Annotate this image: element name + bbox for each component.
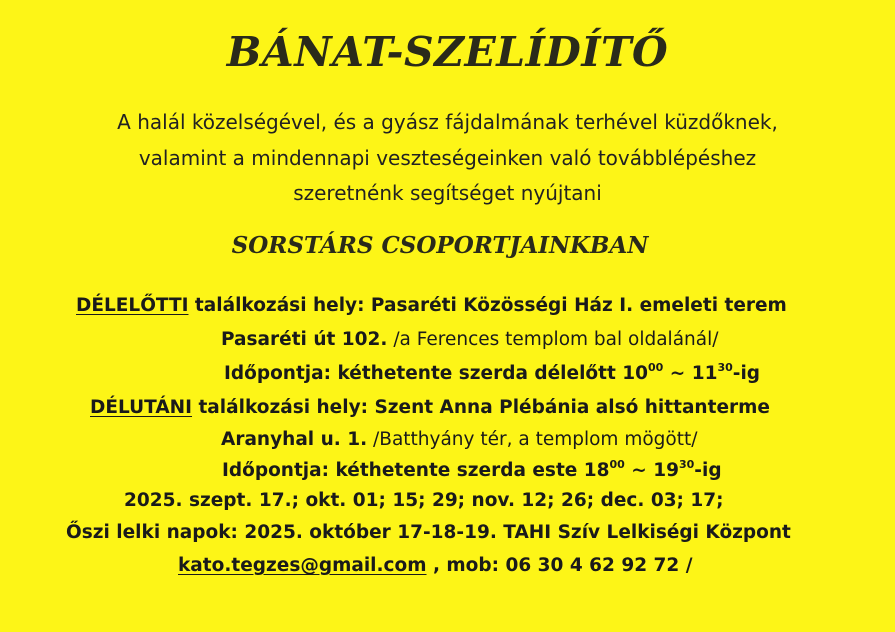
retreat-info: Őszi lelki napok: 2025. október 17-18-19. TAHI Szív Lelkiségi Központ (66, 522, 791, 543)
afternoon-time-suffix: -ig (694, 460, 722, 481)
afternoon-time-prefix: Időpontja: kéthetente szerda este 18 (222, 460, 610, 481)
morning-time-prefix: Időpontja: kéthetente szerda délelőtt 10 (224, 363, 648, 384)
subtitle: SORSTÁRS CSOPORTJAINKBAN (231, 232, 649, 259)
morning-time-start-minutes: 00 (648, 361, 664, 374)
morning-place (76, 295, 787, 316)
intro-line-2: valamint a mindennapi veszteségeinken való továbblépéshez (138, 146, 757, 170)
afternoon-address-note: /Batthyány tér, a templom mögött/ (367, 429, 698, 450)
afternoon-address (221, 429, 697, 450)
morning-time (224, 363, 760, 384)
mobile-number: , mob: 06 30 4 62 92 72 / (426, 555, 693, 576)
intro-line-3: szeretnénk segítséget nyújtani (293, 181, 602, 205)
afternoon-time (222, 460, 722, 481)
afternoon-address-street: Aranyhal u. 1. (221, 429, 368, 450)
morning-address-street: Pasaréti út 102. (221, 329, 388, 350)
morning-address-note: /a Ferences templom bal oldalánál/ (387, 329, 719, 350)
morning-time-end-minutes: 30 (717, 361, 733, 374)
morning-label: DÉLELŐTTI (76, 295, 189, 316)
afternoon-place (90, 397, 770, 418)
morning-place-text: találkozási hely: Pasaréti Közösségi Ház I. emeleti terem (188, 295, 787, 316)
afternoon-time-sep: ~ 19 (624, 460, 679, 481)
afternoon-place-text: találkozási hely: Szent Anna Plébánia alsó hittanterme (192, 397, 770, 418)
morning-time-sep: ~ 11 (663, 363, 718, 384)
afternoon-label: DÉLUTÁNI (90, 397, 193, 418)
morning-time-suffix: -ig (732, 363, 761, 384)
email-link[interactable]: kato.tegzes@gmail.com (178, 555, 427, 576)
afternoon-time-start-minutes: 00 (609, 458, 625, 471)
poster-title: BÁNAT-SZELÍDÍTŐ (226, 28, 669, 76)
contact-line (178, 555, 692, 576)
session-dates: 2025. szept. 17.; okt. 01; 15; 29; nov. 12; 26; dec. 03; 17; (124, 490, 724, 511)
morning-address (221, 329, 718, 350)
afternoon-time-end-minutes: 30 (678, 458, 695, 471)
intro-line-1: A halál közelségével, és a gyász fájdalmának terhével küzdőknek, (117, 110, 778, 134)
